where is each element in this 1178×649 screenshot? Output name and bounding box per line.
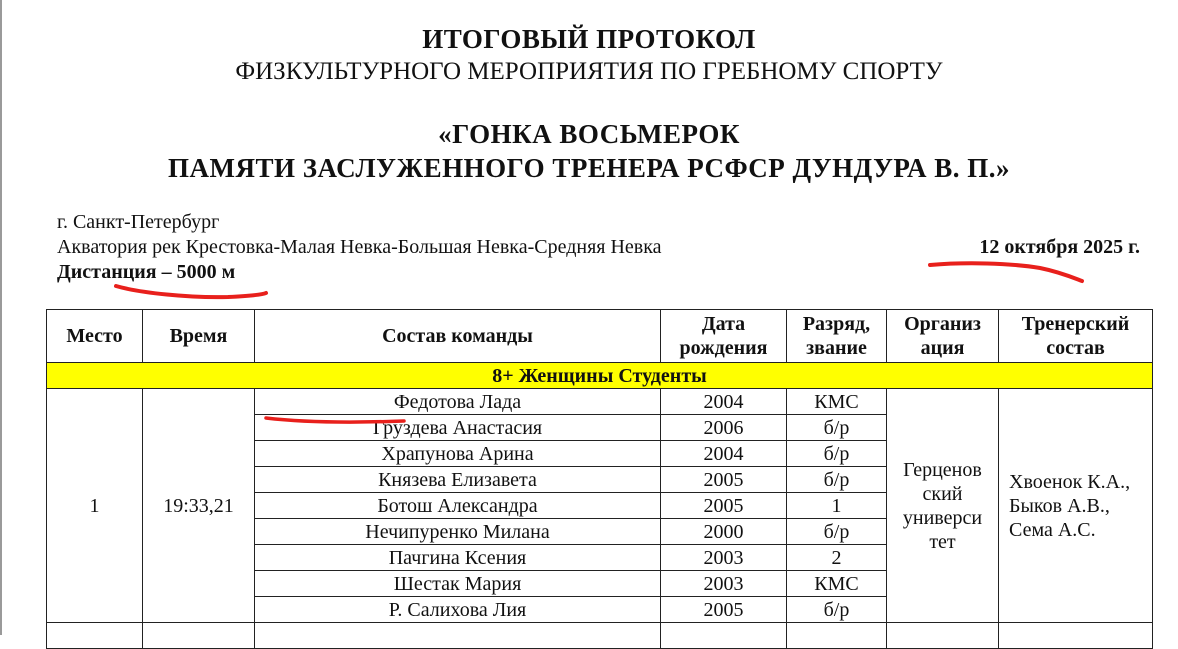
distance-text: Дистанция – 5000 м — [57, 261, 236, 283]
athlete-name: Р. Салихова Лия — [255, 597, 661, 623]
athlete-rank: б/р — [787, 415, 887, 441]
athlete-birth: 2003 — [661, 545, 787, 571]
athlete-rank: 2 — [787, 545, 887, 571]
protocol-title: ИТОГОВЫЙ ПРОТОКОЛ — [422, 24, 756, 54]
col-time-header: Время — [143, 310, 255, 363]
athlete-name: Пачгина Ксения — [255, 545, 661, 571]
page-edge — [0, 0, 2, 635]
athlete-birth: 2005 — [661, 467, 787, 493]
athlete-rank: б/р — [787, 597, 887, 623]
category-label: 8+ Женщины Студенты — [47, 363, 1153, 389]
athlete-birth: 2000 — [661, 519, 787, 545]
distance-underline-mark — [116, 286, 266, 297]
table-header-row — [47, 310, 1153, 363]
athlete-birth: 2005 — [661, 597, 787, 623]
event-name-line1: «ГОНКА ВОСЬМЕРОК — [438, 119, 740, 149]
athlete-birth: 2004 — [661, 389, 787, 415]
athlete-rank: б/р — [787, 467, 887, 493]
coaches-cell: Хвоенок К.А., Быков А.В., Сема А.С. — [999, 389, 1153, 623]
time-cell: 19:33,21 — [143, 389, 255, 623]
organization-cell: Герценов ский универси тет — [887, 389, 999, 623]
athlete-name: Нечипуренко Милана — [255, 519, 661, 545]
date-text: 12 октября 2025 г. — [979, 236, 1140, 258]
athlete-name: Князева Елизавета — [255, 467, 661, 493]
table-row — [47, 389, 1153, 415]
athlete-rank: 1 — [787, 493, 887, 519]
place-cell: 1 — [47, 389, 143, 623]
protocol-subtitle: ФИЗКУЛЬТУРНОГО МЕРОПРИЯТИЯ ПО ГРЕБНОМУ СПОРТУ — [235, 58, 943, 85]
col-team-header: Состав команды — [255, 310, 661, 363]
athlete-name: Груздева Анастасия — [255, 415, 661, 441]
athlete-rank: б/р — [787, 519, 887, 545]
col-org-header: Организ ация — [887, 310, 999, 363]
athlete-name: Федотова Лада — [255, 389, 661, 415]
col-place-header: Место — [47, 310, 143, 363]
category-row — [47, 363, 1153, 389]
athlete-birth: 2005 — [661, 493, 787, 519]
col-birth-header: Дата рождения — [661, 310, 787, 363]
athlete-rank: б/р — [787, 441, 887, 467]
city-text: г. Санкт-Петербург — [57, 211, 220, 233]
athlete-rank: КМС — [787, 389, 887, 415]
results-table — [46, 309, 1153, 649]
table-row-cutoff — [47, 623, 1153, 649]
venue-text: Акватория рек Крестовка-Малая Невка-Большая Невка-Средняя Невка — [57, 236, 662, 258]
col-coach-header: Тренерский состав — [999, 310, 1153, 363]
athlete-birth: 2006 — [661, 415, 787, 441]
athlete-rank: КМС — [787, 571, 887, 597]
athlete-name: Шестак Мария — [255, 571, 661, 597]
athlete-name: Храпунова Арина — [255, 441, 661, 467]
athlete-name: Ботош Александра — [255, 493, 661, 519]
event-name-line2: ПАМЯТИ ЗАСЛУЖЕННОГО ТРЕНЕРА РСФСР ДУНДУРА В. П.» — [168, 153, 1010, 183]
col-rank-header: Разряд, звание — [787, 310, 887, 363]
athlete-birth: 2004 — [661, 441, 787, 467]
athlete-birth: 2003 — [661, 571, 787, 597]
date-underline-mark — [930, 263, 1082, 281]
